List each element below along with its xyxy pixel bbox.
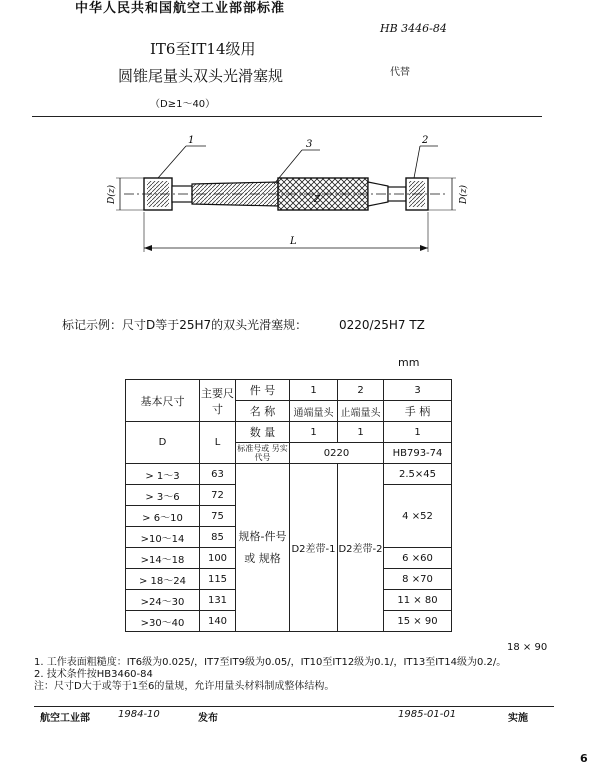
- spec-part-1: D2差带-1: [290, 464, 338, 632]
- row-d: >14～18: [126, 548, 200, 569]
- row-d: >24～30: [126, 590, 200, 611]
- marking-example: [62, 316, 425, 333]
- callout-2: 2: [422, 135, 429, 146]
- dim-left-label: D(z): [107, 185, 117, 204]
- callout-3: 3: [306, 139, 313, 150]
- row-handle-last: 18 × 90: [507, 642, 548, 653]
- part-no-3: 3: [384, 380, 452, 401]
- standard-number: HB 3446-84: [380, 22, 447, 35]
- row-handle: 8 ×70: [384, 569, 452, 590]
- mark-z: Z: [314, 195, 321, 205]
- spec-part-2: D2差带-2: [338, 464, 384, 632]
- std-code: 0220: [290, 443, 384, 464]
- title-line-1: IT6至IT14级用: [150, 40, 256, 58]
- part-no-2: 2: [338, 380, 384, 401]
- name-3: 手 柄: [384, 401, 452, 422]
- row-handle: 4 ×52: [384, 485, 452, 548]
- row-d: >10～14: [126, 527, 200, 548]
- row-handle: 6 ×60: [384, 548, 452, 569]
- spec-label: 规格-件号 或 规格: [236, 464, 290, 632]
- page-number: 6: [580, 752, 588, 765]
- row-d: > 6～10: [126, 506, 200, 527]
- marking-example-label: 标记示例：尺寸D等于25H7的双头光滑塞规：: [62, 318, 308, 332]
- footer-rule: [34, 706, 554, 707]
- qty-3: 1: [384, 422, 452, 443]
- row-d: > 3～6: [126, 485, 200, 506]
- footer-effective-date: 1985-01-01: [398, 709, 457, 720]
- row-l: 131: [200, 590, 236, 611]
- row-handle: 2.5×45: [384, 464, 452, 485]
- dim-right-label: D(z): [459, 185, 469, 204]
- spec-table: [125, 379, 452, 632]
- row-l: 63: [200, 464, 236, 485]
- footer-issuer: 航空工业部: [40, 713, 90, 724]
- hdr-l: L: [200, 422, 236, 464]
- name-2: 止端量头: [338, 401, 384, 422]
- row-l: 140: [200, 611, 236, 632]
- replaces-label: 代替: [390, 67, 410, 78]
- title-line-2: 圆锥尾量头双头光滑塞规: [118, 67, 284, 85]
- plug-gauge-drawing: [80, 128, 500, 273]
- marking-example-code: 0220/25H7 TZ: [339, 318, 425, 332]
- hdr-part-no: 件 号: [236, 380, 290, 401]
- note-1: 1. 工作表面粗糙度：IT6级为0.025/，IT7至IT9级为0.05/，IT10至IT12级为0.1/，IT13至IT14级为0.2/。: [34, 657, 507, 668]
- standard-header: 中华人民共和国航空工业部部标准: [75, 1, 286, 16]
- hdr-qty: 数 量: [236, 422, 290, 443]
- part-no-1: 1: [290, 380, 338, 401]
- row-l: 72: [200, 485, 236, 506]
- hdr-basic-size: 基本尺寸: [126, 380, 200, 422]
- name-1: 通端量头: [290, 401, 338, 422]
- footer-issue-date: 1984-10: [118, 709, 160, 720]
- row-l: 100: [200, 548, 236, 569]
- callout-1: 1: [188, 135, 195, 146]
- qty-2: 1: [338, 422, 384, 443]
- row-l: 75: [200, 506, 236, 527]
- header-rule: [32, 116, 542, 117]
- qty-1: 1: [290, 422, 338, 443]
- note-2: 2. 技术条件按HB3460-84: [34, 669, 153, 680]
- unit-label: mm: [398, 356, 420, 369]
- footer-effective-word: 实施: [508, 713, 528, 724]
- hdr-d: D: [126, 422, 200, 464]
- std-handle: HB793-74: [384, 443, 452, 464]
- hdr-std-no: 标准号或 另实代号: [237, 444, 288, 462]
- dim-length-label: L: [290, 236, 297, 247]
- row-l: 85: [200, 527, 236, 548]
- note-3: 注：尺寸D大于或等于1至6的量规，允许用量头材料制成整体结构。: [34, 681, 335, 692]
- hdr-main-size: 主要尺寸: [200, 380, 236, 422]
- row-handle: 15 × 90: [384, 611, 452, 632]
- hdr-name: 名 称: [236, 401, 290, 422]
- notes-block: [34, 657, 506, 693]
- row-d: >30～40: [126, 611, 200, 632]
- title-line-3: （D≥1～40）: [150, 99, 216, 110]
- footer-issued-word: 发布: [198, 713, 218, 724]
- row-d: > 18～24: [126, 569, 200, 590]
- row-d: > 1～3: [126, 464, 200, 485]
- row-handle: 11 × 80: [384, 590, 452, 611]
- row-l: 115: [200, 569, 236, 590]
